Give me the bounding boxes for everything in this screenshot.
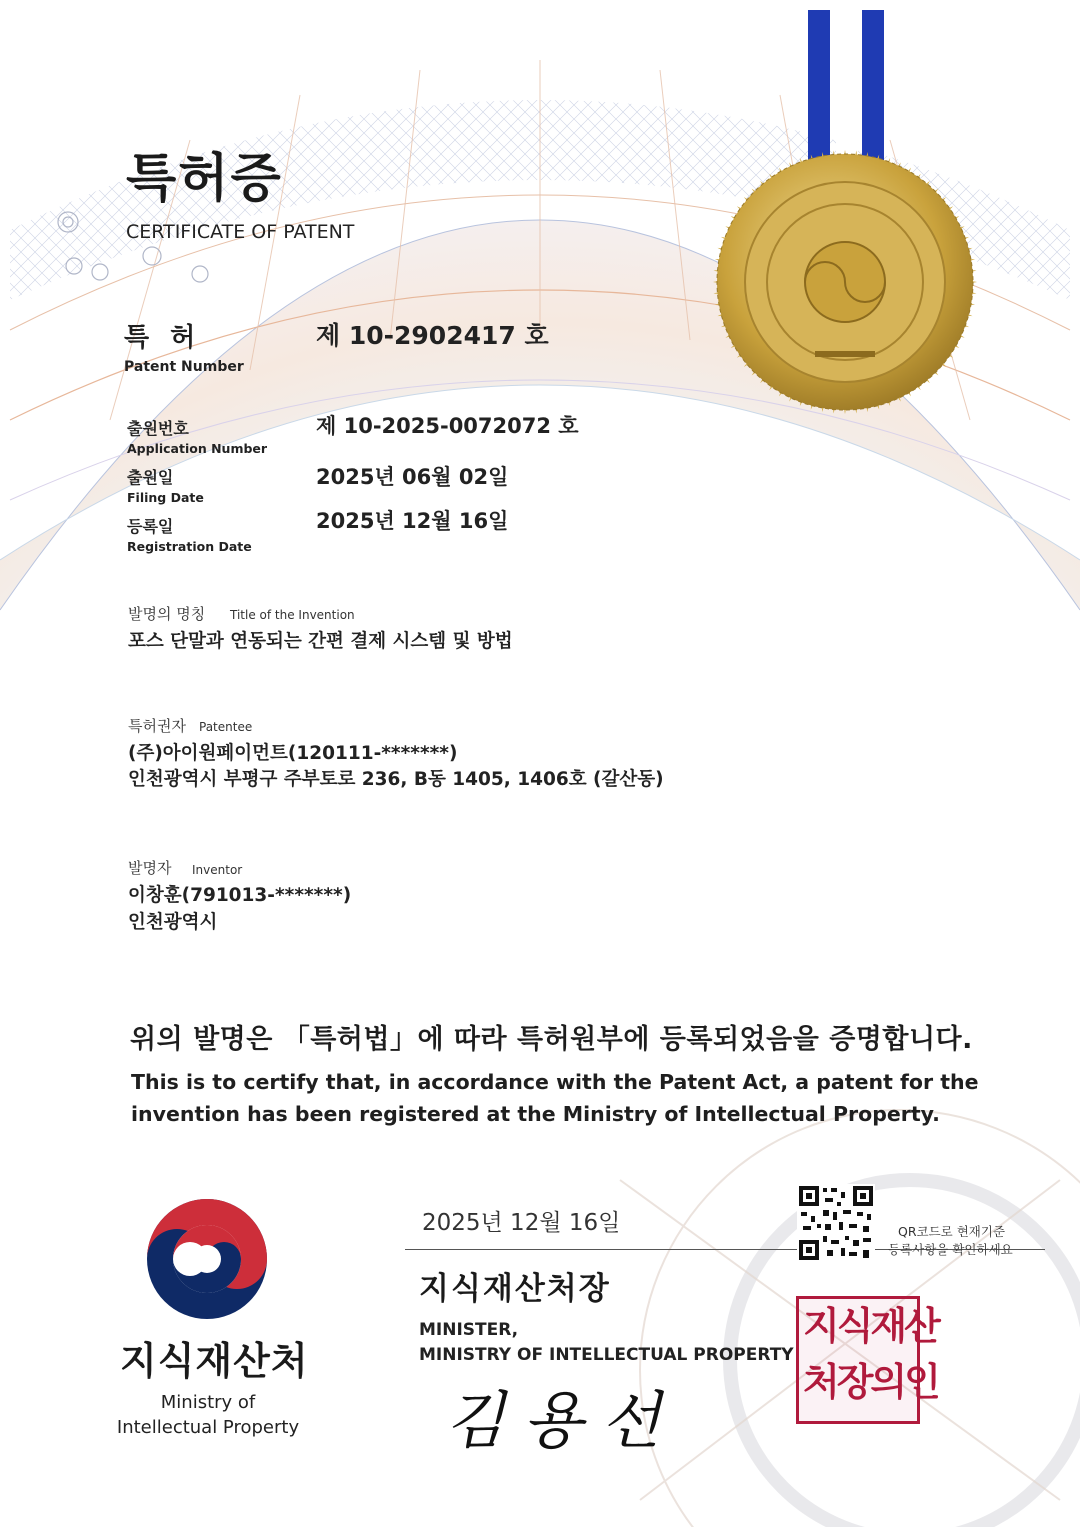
patentee-label: 특허권자 — [128, 717, 186, 735]
registration-date-label-en: Registration Date — [127, 539, 252, 554]
qr-code[interactable] — [797, 1184, 875, 1262]
seal-text-line1: 지식재산 — [803, 1304, 938, 1348]
registration-date-label: 등록일 — [127, 517, 174, 536]
patent-number-value: 제 10-2902417 호 — [316, 321, 549, 350]
minister-title-en-line2: MINISTRY OF INTELLECTUAL PROPERTY — [419, 1345, 794, 1365]
patentee-name: (주)아이원페이먼트(120111-*******) — [128, 743, 458, 764]
inventor-name: 이창훈(791013-*******) — [128, 885, 352, 906]
certificate-title: 특허증 — [126, 149, 283, 209]
seal-text-line2: 처장의인 — [803, 1360, 938, 1404]
inventor-address: 인천광역시 — [128, 912, 218, 933]
minister-title-en-line1: MINISTER, — [419, 1320, 519, 1340]
minister-signature: 김용선 — [445, 1384, 679, 1457]
filing-date-value: 2025년 06월 02일 — [316, 465, 509, 489]
qr-note-line1: QR코드로 현재기준 — [898, 1224, 1006, 1239]
certification-statement-en-line2: invention has been registered at the Ministry of Intellectual Property. — [131, 1102, 940, 1126]
minister-title-ko: 지식재산처장 — [419, 1271, 611, 1307]
inventor-label-en: Inventor — [192, 863, 243, 877]
qr-note-line2: 등록사항을 확인하세요 — [888, 1242, 1013, 1257]
patent-number-label-en: Patent Number — [124, 359, 244, 375]
registration-date-value: 2025년 12월 16일 — [316, 509, 509, 533]
ministry-name-ko: 지식재산처 — [120, 1339, 309, 1383]
application-number-label-en: Application Number — [127, 441, 268, 456]
application-number-value: 제 10-2025-0072072 호 — [316, 414, 579, 438]
patent-number-label: 특 허 — [124, 323, 202, 353]
patentee-label-en: Patentee — [199, 720, 253, 734]
certificate-subtitle: CERTIFICATE OF PATENT — [126, 221, 355, 243]
certification-statement-en-line1: This is to certify that, in accordance with the Patent Act, a patent for the — [131, 1070, 979, 1094]
ministry-name-en-line2: Intellectual Property — [116, 1417, 300, 1438]
invention-title: 포스 단말과 연동되는 간편 결제 시스템 및 방법 — [128, 631, 513, 652]
inventor-label: 발명자 — [128, 859, 172, 877]
filing-date-label-en: Filing Date — [127, 490, 204, 505]
issue-date: 2025년 12월 16일 — [422, 1210, 621, 1236]
invention-title-label: 발명의 명칭 — [128, 605, 206, 623]
ministry-taeguk-logo — [144, 1196, 270, 1322]
invention-title-label-en: Title of the Invention — [230, 608, 355, 622]
ministry-name-en-line1: Ministry of — [160, 1392, 256, 1413]
official-seal-stamp — [796, 1296, 938, 1424]
application-number-label: 출원번호 — [127, 419, 189, 438]
certification-statement-ko: 위의 발명은 「특허법」에 따라 특허원부에 등록되었음을 증명합니다. — [130, 1024, 973, 1055]
patentee-address: 인천광역시 부평구 주부토로 236, B동 1405, 1406호 (갈산동) — [128, 769, 664, 790]
filing-date-label: 출원일 — [127, 468, 174, 487]
